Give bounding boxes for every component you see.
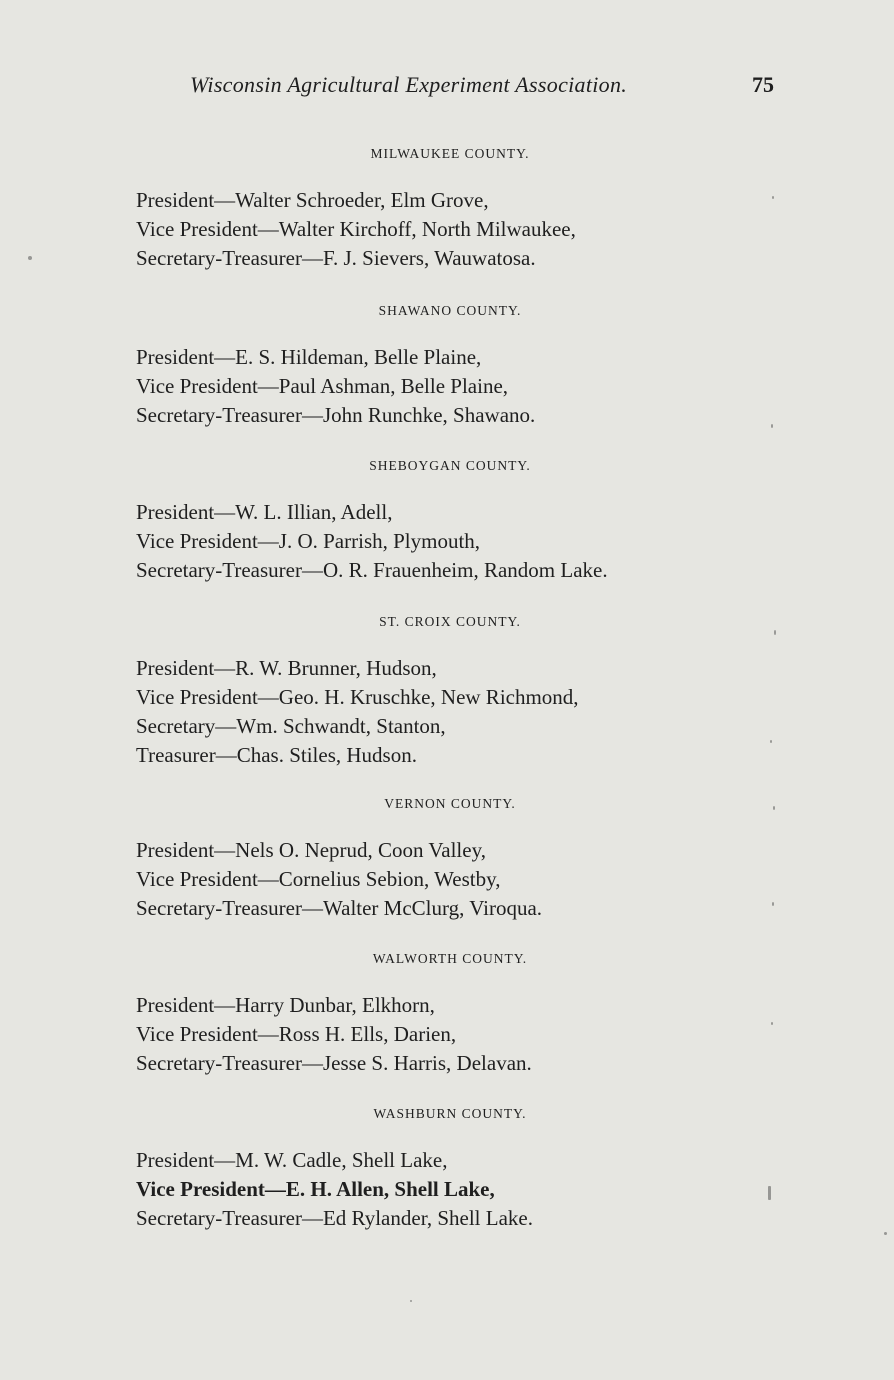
officer-line: Vice President—Ross H. Ells, Darien, xyxy=(136,1022,457,1046)
officer-line: Vice President—Paul Ashman, Belle Plaine, xyxy=(136,374,509,398)
county-heading: SHEBOYGAN COUNTY. xyxy=(369,458,531,473)
officer-list xyxy=(136,343,776,430)
officer-line: Vice President—Cornelius Sebion, Westby, xyxy=(136,867,501,891)
county-section-walworth xyxy=(136,951,776,1078)
officer-line: Treasurer—Chas. Stiles, Hudson. xyxy=(136,743,417,767)
scan-speck xyxy=(768,1186,771,1200)
scan-speck xyxy=(774,630,776,635)
officer-line: President—W. L. Illian, Adell, xyxy=(136,500,393,524)
officer-list xyxy=(136,1146,776,1233)
county-section-vernon xyxy=(136,796,776,923)
county-heading: MILWAUKEE COUNTY. xyxy=(370,146,530,161)
officer-line: Secretary-Treasurer—Jesse S. Harris, Delavan. xyxy=(136,1051,532,1075)
page-number: 75 xyxy=(752,72,774,97)
officer-line: Vice President—Walter Kirchoff, North Milwaukee, xyxy=(136,217,576,241)
county-heading: WALWORTH COUNTY. xyxy=(372,951,528,966)
scan-speck xyxy=(410,1300,412,1302)
county-section-sheboygan xyxy=(136,458,776,585)
scan-speck xyxy=(28,256,32,260)
scan-speck xyxy=(771,424,773,428)
officer-line: Secretary-Treasurer—O. R. Frauenheim, Random Lake. xyxy=(136,558,608,582)
officer-line: Secretary—Wm. Schwandt, Stanton, xyxy=(136,714,446,738)
officer-line: President—M. W. Cadle, Shell Lake, xyxy=(136,1148,448,1172)
running-head xyxy=(190,72,780,106)
officer-line: Secretary-Treasurer—F. J. Sievers, Wauwatosa. xyxy=(136,246,536,270)
scan-speck xyxy=(773,806,775,810)
officer-list xyxy=(136,836,776,923)
officer-list xyxy=(136,186,776,273)
officer-line: President—Harry Dunbar, Elkhorn, xyxy=(136,993,435,1017)
officer-line: Secretary-Treasurer—Ed Rylander, Shell Lake. xyxy=(136,1206,533,1230)
officer-list xyxy=(136,654,776,770)
officer-line: President—E. S. Hildeman, Belle Plaine, xyxy=(136,345,482,369)
officer-line: Secretary-Treasurer—John Runchke, Shawano. xyxy=(136,403,536,427)
officer-line: President—R. W. Brunner, Hudson, xyxy=(136,656,437,680)
officer-list xyxy=(136,498,776,585)
officer-line: President—Walter Schroeder, Elm Grove, xyxy=(136,188,489,212)
scan-speck xyxy=(772,902,774,906)
county-section-shawano xyxy=(136,303,776,430)
officer-line: President—Nels O. Neprud, Coon Valley, xyxy=(136,838,486,862)
county-heading: WASHBURN COUNTY. xyxy=(373,1106,527,1121)
officer-list xyxy=(136,991,776,1078)
officer-line: Vice President—Geo. H. Kruschke, New Richmond, xyxy=(136,685,579,709)
county-heading: ST. CROIX COUNTY. xyxy=(379,614,521,629)
scan-speck xyxy=(771,1022,773,1025)
officer-line: Secretary-Treasurer—Walter McClurg, Viroqua. xyxy=(136,896,543,920)
officer-line: Vice President—J. O. Parrish, Plymouth, xyxy=(136,529,481,553)
county-heading: VERNON COUNTY. xyxy=(384,796,516,811)
scan-speck xyxy=(772,196,774,199)
county-section-washburn xyxy=(136,1106,776,1233)
scan-speck xyxy=(770,740,772,743)
county-section-st-croix xyxy=(136,614,776,770)
running-title: Wisconsin Agricultural Experiment Association. xyxy=(190,72,628,97)
county-heading: SHAWANO COUNTY. xyxy=(378,303,522,318)
scan-speck xyxy=(884,1232,887,1235)
county-section-milwaukee xyxy=(136,146,776,273)
officer-line: Vice President—E. H. Allen, Shell Lake, xyxy=(136,1177,495,1201)
